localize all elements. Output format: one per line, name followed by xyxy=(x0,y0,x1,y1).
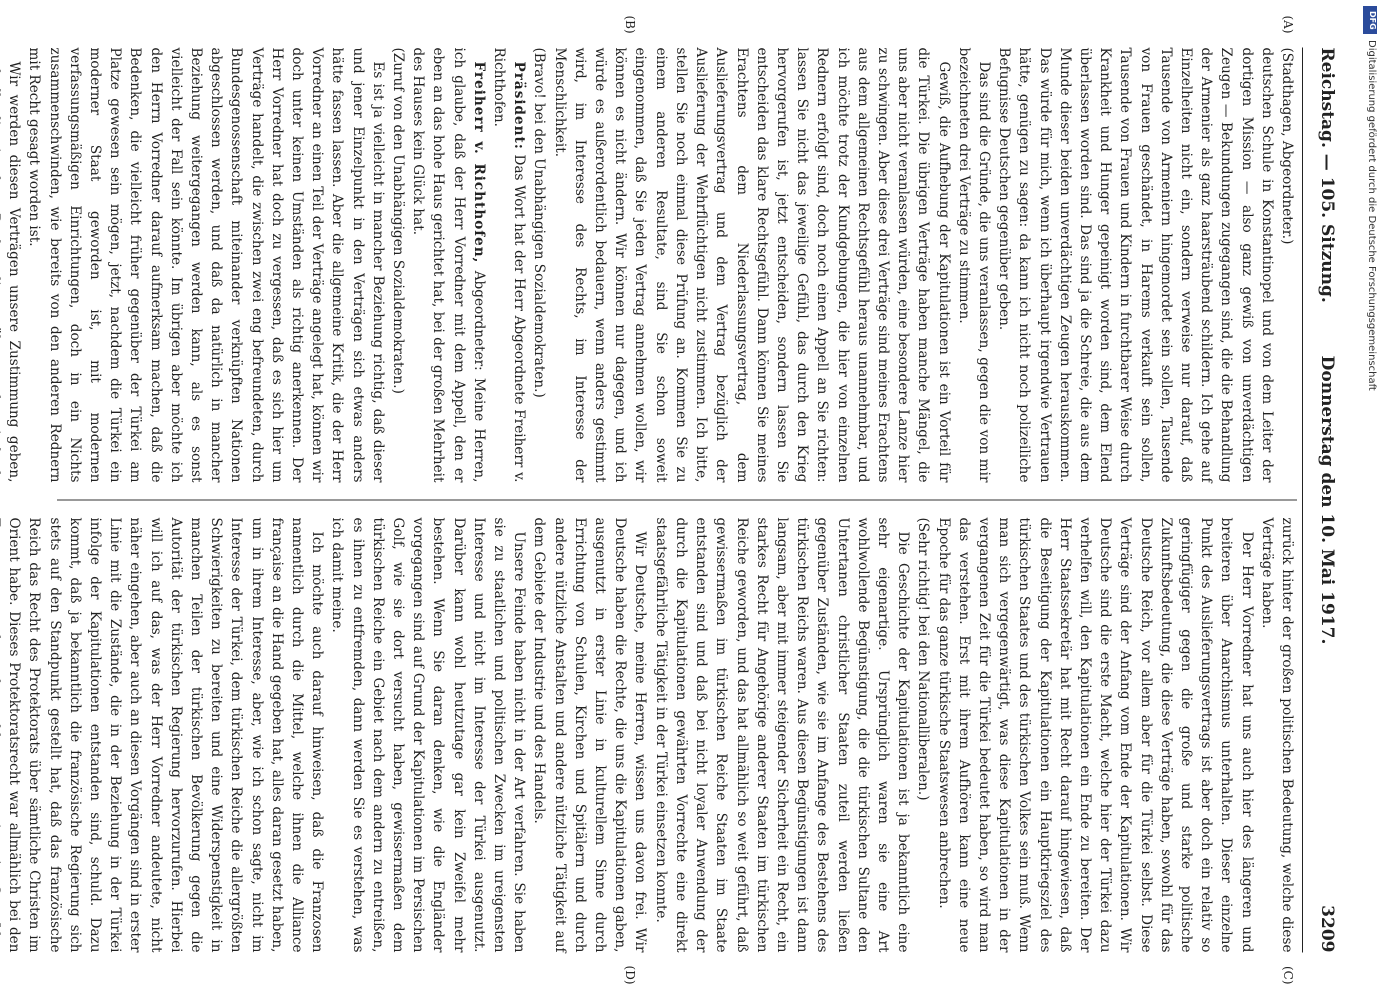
paragraph-text: Die Geschichte der Kapitulationen ist ja bekanntlich eine sehr eigenartige. Ursprünglich waren sie eine Art wohlwollende Begünstigung, die die türkischen Sultane den Untertanen christlicher Staaten zuteil werden ließen gegenüber Zuständen, wie sie im Anfange des Bestehens des türkischen Reichs waren. Aus diesen Begünstigungen ist dann langsam, aber mit immer steigender Sicherheit ein Recht, ein starkes Recht für Angehörige anderer Staaten im türkischen Reiche geworden, und das hat allmählich so weit geführt, daß gewissermaßen im türkischen Reiche Staaten im Staate entstanden sind und daß bei nicht loyaler Anwendung der durch die Kapitulationen gewährten Vorrechte eine direkt staatsgefährliche Tätigkeit in der Türkei einsetzen konnte. xyxy=(652,517,911,953)
speaker-name: Präsident: xyxy=(510,61,527,150)
right-column xyxy=(5,517,1297,953)
paragraph xyxy=(933,518,1256,953)
paragraph xyxy=(1256,518,1296,953)
paragraph-text: deutschen Schule in Konstantinopel und von dem Leiter der dortigen Mission — also ganz gewiß von unverdächtigen Zeugen — Bekundungen zugegangen sind, die die Behandlung der Armenier als ganz haarsträubend schildern. Ich gehe auf Einzelheiten nicht ein, sondern verweise nur darauf, daß Tausende von Armeniern hingemordet sein sollen, Tausende von Frauen geschändet, in Harems verkauft sein sollen, Tausende von Frauen und Kindern in furchtbarer Weise durch Krankheit und Hunger gepeinigt worden sind, dem Elend überlassen worden sind. Das sind ja die Schreie, die aus dem Munde dieser beiden unverdächtigen Zeugen herauskommen. Das würde für mich, wenn ich überhaupt irgendwie Vertrauen hätte, genügen zu sagen: da kann ich nicht noch polizeiliche Befugnisse Deutschen gegenüber geben. xyxy=(995,47,1275,483)
margin-marker-b: (B) xyxy=(622,15,637,34)
paragraph xyxy=(529,48,549,483)
paragraph-text: Das Wort hat der Herr Abgeordnete Freiherr v. Richthofen. xyxy=(490,47,527,483)
paragraph xyxy=(913,518,933,953)
paragraph-text: Abgeordneter: Meine Herren, ich glaube, daß der Herr Vorredner mit dem Appell, den er eben an das hohe Haus gerichtet hat, bei der großen Mehrheit des Hauses kein Glück hat. xyxy=(409,47,487,483)
paragraph xyxy=(488,48,528,483)
header-rule xyxy=(1302,48,1303,953)
paragraph-text: Gewiß, die Aufhebung der Kapitulationen ist ein Vorteil für die Türkei. Die übrigen Verträge haben manche Mängel, die uns aber nicht veranlassen würden, eine besondere Lanze hier zu schwingen. Aber diese drei Verträge sind meines Erachtens aus dem allgemeinen Rechtsgefühl heraus unannehmbar, und ich möchte trotz der Kundgebungen, die hier von einzelnen Rednern erfolgt sind, doch noch einen Appell an Sie richten: lassen Sie nicht das jeweilige Gefühl, das durch den Krieg hervorgerufen ist, jetzt entscheiden, sondern lassen Sie entscheiden das klare Rechtsgefühl. Dann können Sie meines Erachtens dem Niederlassungsvertrag, dem Auslieferungsvertrag und dem Vertrag bezüglich der Auslieferung der Wehrflüchtigen nicht zustimmen. Ich bitte, stellen Sie noch einmal diese Prüfung an. Kommen Sie zu einem anderen Resultate, sind Sie schon soweit eingenommen, daß Sie jeden Vertrag annehmen wollen, wir können es nicht ändern. Wir können nur dagegen, und ich würde es außerordentlich bedauern, wenn anders gestimmt wird, im Interesse des Rechts, im Interesse der Menschlichkeit. xyxy=(551,47,952,483)
paragraph xyxy=(1276,48,1296,483)
paragraph-text: (Sehr richtig! bei den Nationalliberalen.) xyxy=(914,517,931,801)
paragraph-text: (Bravo! bei den Unabhängigen Sozialdemokraten.) xyxy=(530,47,547,398)
paragraph xyxy=(529,518,650,953)
digitization-credit: Digitalisierung gefördert durch die Deutsche Forschungsgemeinschaft xyxy=(1366,40,1377,391)
paragraph xyxy=(408,48,489,483)
paragraph xyxy=(327,518,529,953)
paragraph-text: Wir werden diesen Verträgen unsere Zustimmung geben, xyxy=(5,61,22,483)
paragraph xyxy=(650,518,913,953)
paragraph xyxy=(549,48,953,483)
column-rule xyxy=(57,500,1297,501)
margin-marker-a: (A) xyxy=(1280,15,1295,34)
margin-marker-d: (D) xyxy=(622,965,637,985)
paragraph-text: Unsere Feinde haben nicht in der Art verfahren. Sie haben sie zu staatlichen und politischen Zwecken im ureigensten Interesse und nicht im Interesse der Türkei ausgenutzt. Darüber kann wohl heutzutage gar kein Zweifel mehr bestehen. Wenn Sie daran denken, wie die Engländer vorgegangen sind auf Grund der Kapitulationen im Persischen Golf, wie sie dort versucht haben, gewissermaßen dem türkischen Reiche ein Gebiet nach dem andern zu entreißen, es ihnen zu entfremden, dann werden Sie es verstehen, was ich damit meine. xyxy=(328,517,527,953)
paragraph-text: Wir Deutsche, meine Herren, wissen uns davon frei. Wir Deutsche haben die Rechte, die uns die Kapitulationen gaben, ausgenutzt in erster Linie in kulturellem Sinne durch Errichtung von Schulen, Kirchen und Spitälern und durch andere nützliche Anstalten und andere nützliche Tätigkeit auf dem Gebiete der Industrie und des Handels. xyxy=(530,517,648,953)
header-date: Donnerstag den 10. Mai 1917. xyxy=(1316,355,1337,645)
document-page xyxy=(5,8,1357,993)
dfg-badge: DFG xyxy=(1363,6,1377,34)
paragraph-text: zurück hinter der großen politischen Bedeutung, welche diese Verträge haben. xyxy=(1258,517,1295,953)
paragraph-text: Es ist ja vielleicht in mancher Beziehung richtig, daß dieser und jener Einzelpunkt in den Verträgen sich etwas anders hätte fassen lassen. Aber die allgemeine Kritik, die der Herr Vorredner an einen Teil der Verträge angelegt hat, können wir doch unter keinen Umständen als richtig anerkennen. Der Herr Vorredner hat doch zu vergessen, daß es sich hier um Verträge handelt, die zwischen zwei eng befreundeten, durch Bundesgenossenschaft miteinander verknüpften Nationen abgeschlossen werden, und daß da natürlich in mancher Beziehung weitergegangen werden kann, als es sonst vielleicht der Fall sein könnte. Im übrigen aber möchte ich den Herrn Vorredner darauf aufmerksam machen, daß die Bedenken, die vielleicht früher gegenüber der Türkei am Platze gewesen sein mögen, jetzt, nachdem die Türkei ein moderner Staat geworden ist, mit modernen verfassungsmäßigen Einrichtungen, doch in ein Nichts zusammenschwinden, wie bereits von den anderen Rednern mit Recht gesagt worden ist. xyxy=(25,47,386,483)
paragraph-text: (Zuruf von den Unabhängigen Sozialdemokraten.) xyxy=(389,47,406,394)
speaker-name: Freiherr v. Richthofen, xyxy=(470,61,487,264)
page-header xyxy=(1307,48,1337,953)
paragraph xyxy=(0,518,327,953)
margin-marker-c: (C) xyxy=(1280,965,1295,985)
paragraph-text: Das sind die Gründe, die uns veranlassen, gegen die von mir bezeichneten drei Verträge zu stimmen. xyxy=(955,47,992,483)
paragraph xyxy=(0,48,24,483)
header-left: Reichstag. — 105. Sitzung. xyxy=(1316,47,1337,303)
paragraph xyxy=(24,48,388,483)
left-column xyxy=(5,47,1297,483)
paragraph-text: (Stadthagen, Abgeordneter.) xyxy=(1278,47,1295,245)
paragraph-text: Der Herr Vorredner hat uns auch hier des längeren und breiteren über Anarchismus unterhalten. Dieser einzelne Punkt des Auslieferungsvertrags ist aber doch ein relativ so geringfügiger gegen die große und starke politische Zukunftsbedeutung, die diese Verträge haben, sowohl für das Deutsche Reich, vor allem aber für die Türkei selbst. Diese Verträge sind der Anfang vom Ende der Kapitulationen. Wir Deutsche sind die erste Macht, welche hier der Türkei dazu verhelfen will, den Kapitulationen ein Ende zu bereiten. Der Herr Staatssekretär hat mit Recht darauf hingewiesen, daß die Beseitigung der Kapitulationen ein Hauptkriegsziel des türkischen Staates und des türkischen Volkes sein muß. Wenn man sich vergegenwärtigt, was diese Kapitulationen in der vergangenen Zeit für die Türkei bedeutet haben, so wird man das verstehen. Erst mit ihrem Aufhören kann eine neue Epoche für das ganze türkische Staatswesen anbrechen. xyxy=(935,517,1255,953)
paragraph-text: Ich möchte auch darauf hinweisen, daß die Franzosen namentlich durch die Mittel, welche ihnen die Alliance française an die Hand gegeben hat, alles daran gesetzt haben, um in ihrem Interesse, aber, wie ich schon sagte, nicht im Interesse der Türkei, dem türkischen Reiche die allergrößten Schwierigkeiten zu bereiten und eine Widerspenstigkeit in manchen Teilen der türkischen Bevölkerung gegen die Autorität der türkischen Regierung hervorzurufen. Hierbei will ich auf das, was der Herr Vorredner andeutete, nicht näher eingehen, aber auch an diesen Vorgängen sind in erster Linie mit die Zustände, die in der Beziehung in der Türkei infolge der Kapitulationen entstanden sind, schuld. Dazu kommt, daß ja bekanntlich die französische Regierung sich stets auf den Standpunkt gestellt hat, daß das französische Reich das Recht des Protektorats über sämtliche Christen im Orient habe. Dieses Protektoratsrecht war allmählich bei den xyxy=(5,517,325,953)
paragraph xyxy=(993,48,1276,483)
paragraph xyxy=(387,48,407,483)
paragraph xyxy=(953,48,993,483)
page-number: 3209 xyxy=(1316,905,1337,953)
